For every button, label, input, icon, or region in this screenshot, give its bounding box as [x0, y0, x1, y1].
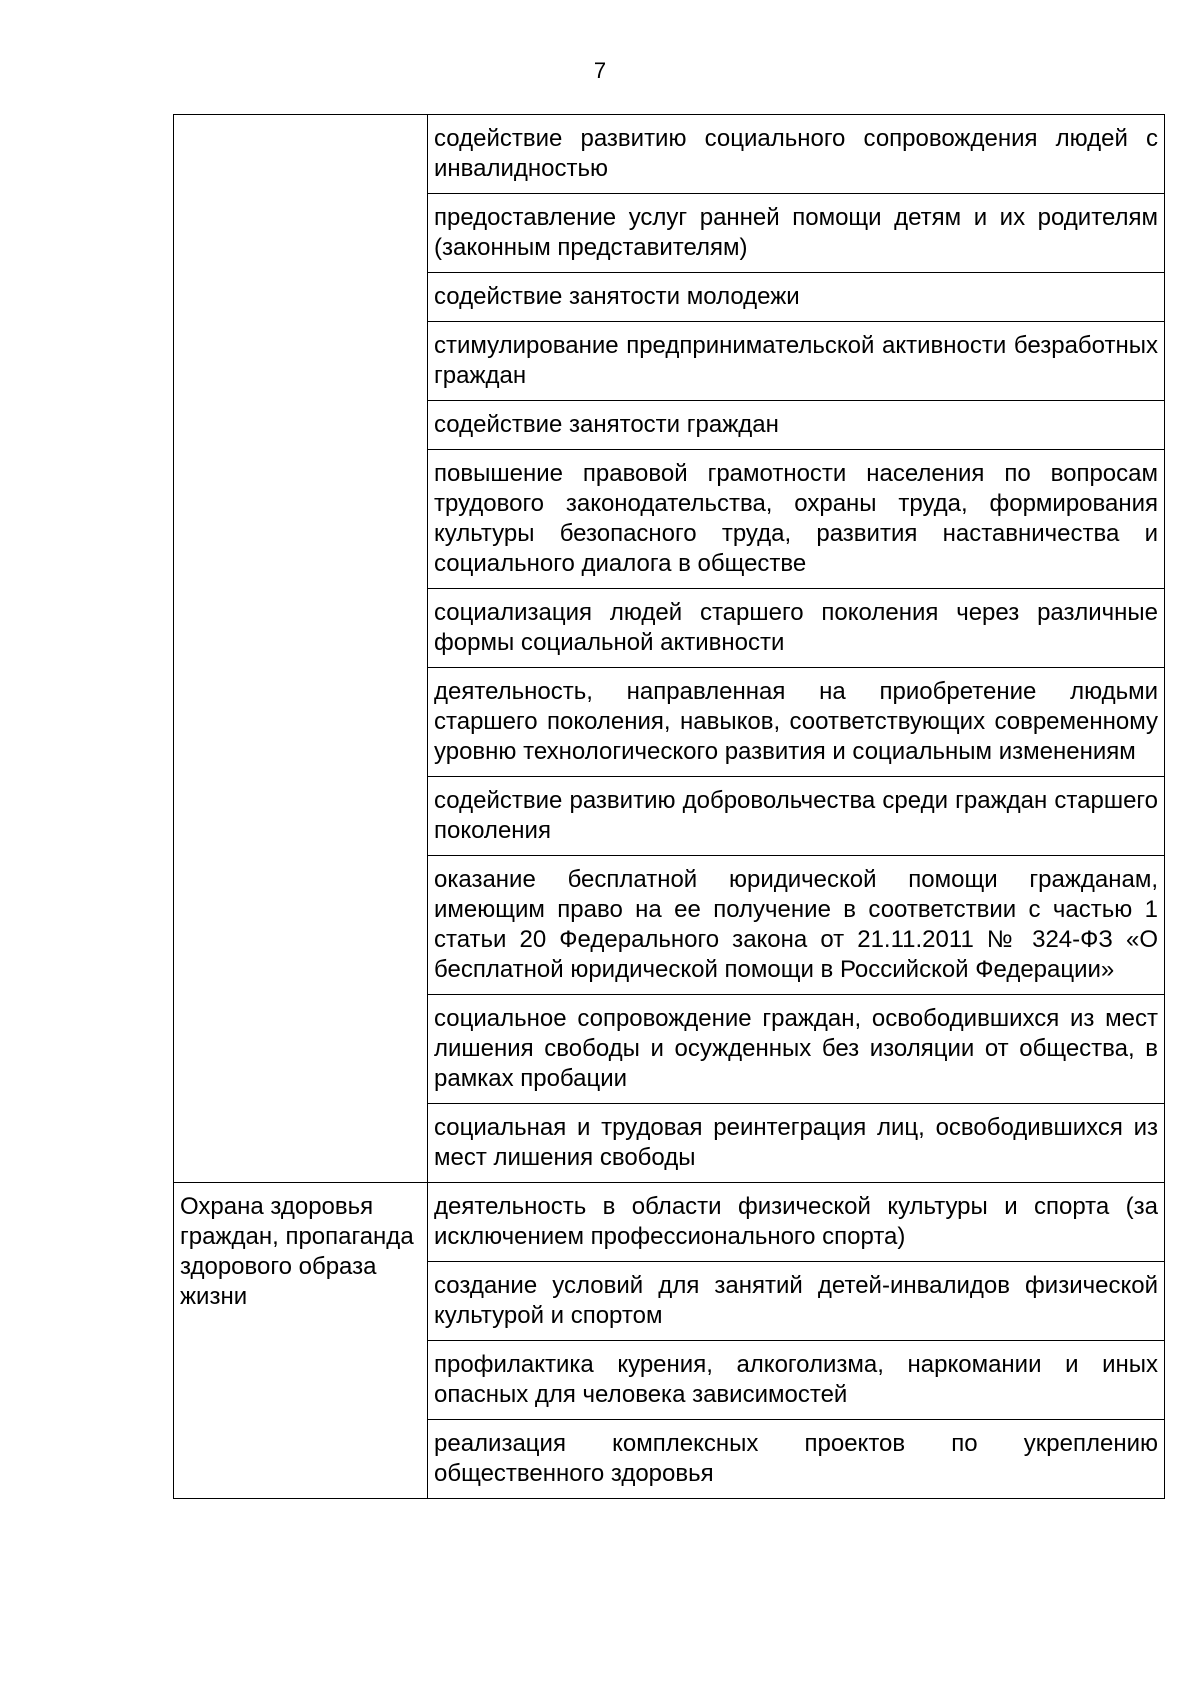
activities-table	[173, 114, 1165, 1499]
page-number: 7	[593, 58, 607, 83]
activity-cell: предоставление услуг ранней помощи детям и их родителям (законным представителям)	[428, 194, 1165, 273]
activity-cell: содействие занятости граждан	[428, 401, 1165, 450]
activity-cell: повышение правовой грамотности населения по вопросам трудового законодательства, охраны труда, формирования культуры безопасного труда, развития наставничества и социального диалога в обществе	[428, 450, 1165, 589]
activity-cell: социальное сопровождение граждан, освободившихся из мест лишения свободы и осужденных без изоляции от общества, в рамках пробации	[428, 995, 1165, 1104]
category-cell: Охрана здоровья граждан, пропаганда здорового образа жизни	[174, 1183, 428, 1499]
activity-cell: содействие занятости молодежи	[428, 273, 1165, 322]
activity-cell: содействие развитию добровольчества среди граждан старшего поколения	[428, 777, 1165, 856]
activity-cell: реализация комплексных проектов по укреплению общественного здоровья	[428, 1420, 1165, 1499]
table-row	[174, 1183, 1165, 1262]
activity-cell: создание условий для занятий детей-инвалидов физической культурой и спортом	[428, 1262, 1165, 1341]
activity-cell: содействие развитию социального сопровождения людей с инвалидностью	[428, 115, 1165, 194]
activity-cell: деятельность в области физической культуры и спорта (за исключением профессионального спорта)	[428, 1183, 1165, 1262]
activity-cell: социализация людей старшего поколения через различные формы социальной активности	[428, 589, 1165, 668]
activity-cell: профилактика курения, алкоголизма, наркомании и иных опасных для человека зависимостей	[428, 1341, 1165, 1420]
activity-cell: стимулирование предпринимательской активности безработных граждан	[428, 322, 1165, 401]
activity-cell: оказание бесплатной юридической помощи гражданам, имеющим право на ее получение в соответствии с частью 1 статьи 20 Федерального закона от 21.11.2011 № 324-ФЗ «О бесплатной юридической помощи в Российской Федерации»	[428, 856, 1165, 995]
activity-cell: деятельность, направленная на приобретение людьми старшего поколения, навыков, соответствующих современному уровню технологического развития и социальным изменениям	[428, 668, 1165, 777]
activity-cell: социальная и трудовая реинтеграция лиц, освободившихся из мест лишения свободы	[428, 1104, 1165, 1183]
table-row	[174, 115, 1165, 194]
category-cell	[174, 115, 428, 1183]
